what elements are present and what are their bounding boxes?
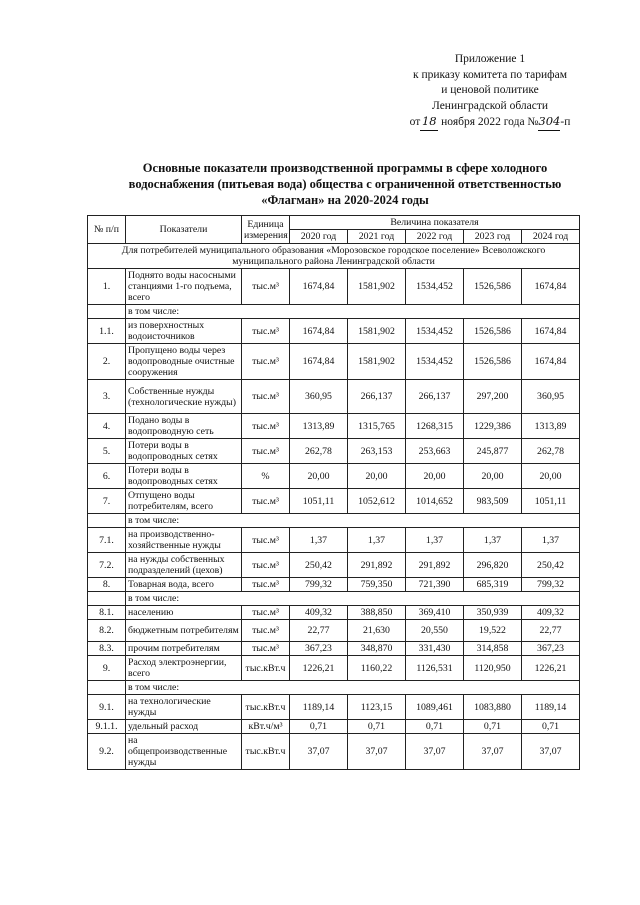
value-cell: 0,71 — [522, 720, 580, 734]
row-number: 8.1. — [88, 606, 126, 620]
value-cell: 291,892 — [348, 553, 406, 578]
table-row — [88, 695, 580, 720]
value-cell: 331,430 — [406, 642, 464, 656]
value-cell: 20,00 — [348, 464, 406, 489]
value-cell: 20,00 — [522, 464, 580, 489]
table-row — [88, 414, 580, 439]
section-row — [88, 244, 580, 269]
table-row — [88, 439, 580, 464]
value-cell: 20,550 — [406, 620, 464, 642]
indicator-name: Потери воды в водопроводных сетях — [126, 464, 242, 489]
table-row — [88, 656, 580, 681]
value-cell: 1051,11 — [290, 489, 348, 514]
subheader-label: в том числе: — [126, 681, 580, 695]
value-cell: 721,390 — [406, 578, 464, 592]
number-suffix: -п — [560, 116, 571, 128]
indicator-name: Отпущено воды потребителям, всего — [126, 489, 242, 514]
appendix-line-3: и ценовой политике — [441, 84, 539, 96]
value-cell: 1,37 — [290, 528, 348, 553]
value-cell: 1313,89 — [522, 414, 580, 439]
value-cell: 245,877 — [464, 439, 522, 464]
row-number: 9.1.1. — [88, 720, 126, 734]
table-row — [88, 528, 580, 553]
value-cell: 1581,902 — [348, 344, 406, 380]
indicator-name: населению — [126, 606, 242, 620]
value-cell: 409,32 — [522, 606, 580, 620]
unit-cell: тыс.м³ — [242, 528, 290, 553]
header-year: 2024 год — [522, 230, 580, 244]
header-value: Величина показателя — [290, 216, 580, 230]
indicator-name: Подано воды в водопроводную сеть — [126, 414, 242, 439]
empty-cell — [88, 514, 126, 528]
value-cell: 37,07 — [406, 734, 464, 770]
value-cell: 291,892 — [406, 553, 464, 578]
document-title: Основные показатели производственной программы в сфере холодного водоснабжения (питьевая вода) общества с ограниченной ответственностью «Флагман» на 2020-2024 годы — [128, 161, 562, 207]
value-cell: 360,95 — [522, 380, 580, 414]
appendix-line-4: Ленинградской области — [431, 99, 549, 112]
value-cell: 1315,765 — [348, 414, 406, 439]
value-cell: 983,509 — [464, 489, 522, 514]
subheader-label: в том числе: — [126, 305, 580, 319]
unit-cell: тыс.кВт.ч — [242, 656, 290, 681]
unit-cell: тыс.м³ — [242, 439, 290, 464]
value-cell: 20,00 — [464, 464, 522, 489]
value-cell: 266,137 — [406, 380, 464, 414]
value-cell: 1534,452 — [406, 344, 464, 380]
row-number: 8. — [88, 578, 126, 592]
value-cell: 1,37 — [348, 528, 406, 553]
subheader-row — [88, 592, 580, 606]
unit-cell: тыс.м³ — [242, 606, 290, 620]
indicator-name: Товарная вода, всего — [126, 578, 242, 592]
empty-cell — [88, 592, 126, 606]
value-cell: 348,870 — [348, 642, 406, 656]
value-cell: 367,23 — [522, 642, 580, 656]
indicator-name: на нужды собственных подразделений (цехов) — [126, 553, 242, 578]
section-title: Для потребителей муниципального образования «Морозовское городское поселение» Всеволожского муниципального района Ленинградской области — [88, 244, 580, 269]
indicator-name: прочим потребителям — [126, 642, 242, 656]
value-cell: 1674,84 — [290, 344, 348, 380]
value-cell: 1581,902 — [348, 269, 406, 305]
value-cell: 1526,586 — [464, 319, 522, 344]
row-number: 9.1. — [88, 695, 126, 720]
value-cell: 262,78 — [290, 439, 348, 464]
value-cell: 1674,84 — [290, 319, 348, 344]
table-row — [88, 720, 580, 734]
value-cell: 1,37 — [406, 528, 464, 553]
value-cell: 799,32 — [522, 578, 580, 592]
value-cell: 685,319 — [464, 578, 522, 592]
value-cell: 350,939 — [464, 606, 522, 620]
unit-cell: тыс.м³ — [242, 578, 290, 592]
value-cell: 19,522 — [464, 620, 522, 642]
header-year: 2021 год — [348, 230, 406, 244]
indicator-name: Расход электроэнергии, всего — [126, 656, 242, 681]
unit-cell: % — [242, 464, 290, 489]
indicator-name: Собственные нужды (технологические нужды) — [126, 380, 242, 414]
value-cell: 759,350 — [348, 578, 406, 592]
table-row — [88, 620, 580, 642]
value-cell: 799,32 — [290, 578, 348, 592]
value-cell: 409,32 — [290, 606, 348, 620]
row-number: 4. — [88, 414, 126, 439]
header-indicator: Показатели — [126, 216, 242, 244]
value-cell: 1674,84 — [522, 344, 580, 380]
header-year: 2023 год — [464, 230, 522, 244]
value-cell: 360,95 — [290, 380, 348, 414]
row-number: 8.3. — [88, 642, 126, 656]
value-cell: 1526,586 — [464, 344, 522, 380]
value-cell: 0,71 — [406, 720, 464, 734]
header-year: 2020 год — [290, 230, 348, 244]
value-cell: 1674,84 — [522, 269, 580, 305]
value-cell: 1120,950 — [464, 656, 522, 681]
value-cell: 1089,461 — [406, 695, 464, 720]
unit-cell: тыс.кВт.ч — [242, 695, 290, 720]
value-cell: 250,42 — [522, 553, 580, 578]
value-cell: 1189,14 — [290, 695, 348, 720]
row-number: 2. — [88, 344, 126, 380]
value-cell: 1126,531 — [406, 656, 464, 681]
subheader-row — [88, 305, 580, 319]
header-row-1 — [88, 216, 580, 230]
value-cell: 1674,84 — [290, 269, 348, 305]
appendix-line-1: Приложение 1 — [454, 53, 526, 65]
row-number: 7. — [88, 489, 126, 514]
unit-cell: тыс.м³ — [242, 489, 290, 514]
value-cell: 21,630 — [348, 620, 406, 642]
value-cell: 314,858 — [464, 642, 522, 656]
value-cell: 1,37 — [522, 528, 580, 553]
value-cell: 20,00 — [290, 464, 348, 489]
table-row — [88, 380, 580, 414]
value-cell: 1268,315 — [406, 414, 464, 439]
value-cell: 367,23 — [290, 642, 348, 656]
unit-cell: тыс.кВт.ч — [242, 734, 290, 770]
value-cell: 263,153 — [348, 439, 406, 464]
indicator-name: на технологические нужды — [126, 695, 242, 720]
value-cell: 1534,452 — [406, 269, 464, 305]
table-row — [88, 489, 580, 514]
value-cell: 296,820 — [464, 553, 522, 578]
indicator-name: Пропущено воды через водопроводные очистные сооружения — [126, 344, 242, 380]
table-row — [88, 606, 580, 620]
value-cell: 1581,902 — [348, 319, 406, 344]
header-no: № п/п — [88, 216, 126, 244]
value-cell: 1674,84 — [522, 319, 580, 344]
handwritten-number: 304 — [538, 114, 560, 131]
table-row — [88, 578, 580, 592]
value-cell: 20,00 — [406, 464, 464, 489]
value-cell: 1226,21 — [522, 656, 580, 681]
subheader-label: в том числе: — [126, 514, 580, 528]
value-cell: 22,77 — [290, 620, 348, 642]
appendix-block — [380, 52, 600, 131]
unit-cell: тыс.м³ — [242, 344, 290, 380]
unit-cell: тыс.м³ — [242, 414, 290, 439]
indicator-name: из поверхностных водоисточников — [126, 319, 242, 344]
indicator-name: бюджетным потребителям — [126, 620, 242, 642]
header-unit: Единица измерения — [242, 216, 290, 244]
value-cell: 1534,452 — [406, 319, 464, 344]
value-cell: 22,77 — [522, 620, 580, 642]
unit-cell: тыс.м³ — [242, 319, 290, 344]
value-cell: 37,07 — [464, 734, 522, 770]
indicator-name: Потери воды в водопроводных сетях — [126, 439, 242, 464]
empty-cell — [88, 305, 126, 319]
value-cell: 369,410 — [406, 606, 464, 620]
value-cell: 0,71 — [290, 720, 348, 734]
subheader-row — [88, 514, 580, 528]
header-year: 2022 год — [406, 230, 464, 244]
row-number: 7.2. — [88, 553, 126, 578]
value-cell: 1189,14 — [522, 695, 580, 720]
value-cell: 1526,586 — [464, 269, 522, 305]
value-cell: 0,71 — [464, 720, 522, 734]
unit-cell: тыс.м³ — [242, 380, 290, 414]
value-cell: 0,71 — [348, 720, 406, 734]
indicator-name: на производственно-хозяйственные нужды — [126, 528, 242, 553]
unit-cell: тыс.м³ — [242, 642, 290, 656]
table-row — [88, 734, 580, 770]
value-cell: 262,78 — [522, 439, 580, 464]
row-number: 7.1. — [88, 528, 126, 553]
value-cell: 297,200 — [464, 380, 522, 414]
indicator-name: на общепроизводственные нужды — [126, 734, 242, 770]
value-cell: 1014,652 — [406, 489, 464, 514]
appendix-line-2: к приказу комитета по тарифам — [413, 68, 567, 81]
table-row — [88, 269, 580, 305]
value-cell: 1,37 — [464, 528, 522, 553]
indicator-name: Поднято воды насосными станциями 1-го подъема, всего — [126, 269, 242, 305]
unit-cell: кВт.ч/м³ — [242, 720, 290, 734]
row-number: 5. — [88, 439, 126, 464]
table-row — [88, 344, 580, 380]
value-cell: 1051,11 — [522, 489, 580, 514]
row-number: 6. — [88, 464, 126, 489]
table-row — [88, 464, 580, 489]
row-number: 9. — [88, 656, 126, 681]
unit-cell: тыс.м³ — [242, 269, 290, 305]
value-cell: 1226,21 — [290, 656, 348, 681]
table-row — [88, 319, 580, 344]
value-cell: 1229,386 — [464, 414, 522, 439]
unit-cell: тыс.м³ — [242, 620, 290, 642]
value-cell: 266,137 — [348, 380, 406, 414]
table-row — [88, 553, 580, 578]
value-cell: 253,663 — [406, 439, 464, 464]
row-number: 1. — [88, 269, 126, 305]
value-cell: 37,07 — [290, 734, 348, 770]
indicator-name: удельный расход — [126, 720, 242, 734]
row-number: 1.1. — [88, 319, 126, 344]
value-cell: 1160,22 — [348, 656, 406, 681]
subheader-row — [88, 681, 580, 695]
value-cell: 1083,880 — [464, 695, 522, 720]
row-number: 3. — [88, 380, 126, 414]
value-cell: 250,42 — [290, 553, 348, 578]
value-cell: 1052,612 — [348, 489, 406, 514]
value-cell: 37,07 — [348, 734, 406, 770]
value-cell: 37,07 — [522, 734, 580, 770]
row-number: 9.2. — [88, 734, 126, 770]
row-number: 8.2. — [88, 620, 126, 642]
value-cell: 1313,89 — [290, 414, 348, 439]
appendix-date-line — [380, 114, 600, 131]
unit-cell: тыс.м³ — [242, 553, 290, 578]
value-cell: 388,850 — [348, 606, 406, 620]
date-middle: ноября 2022 года № — [441, 116, 539, 128]
indicators-table — [87, 215, 580, 770]
value-cell: 1123,15 — [348, 695, 406, 720]
empty-cell — [88, 681, 126, 695]
table-row — [88, 642, 580, 656]
date-prefix: от — [409, 116, 421, 128]
subheader-label: в том числе: — [126, 592, 580, 606]
handwritten-day: 18 — [420, 114, 438, 131]
